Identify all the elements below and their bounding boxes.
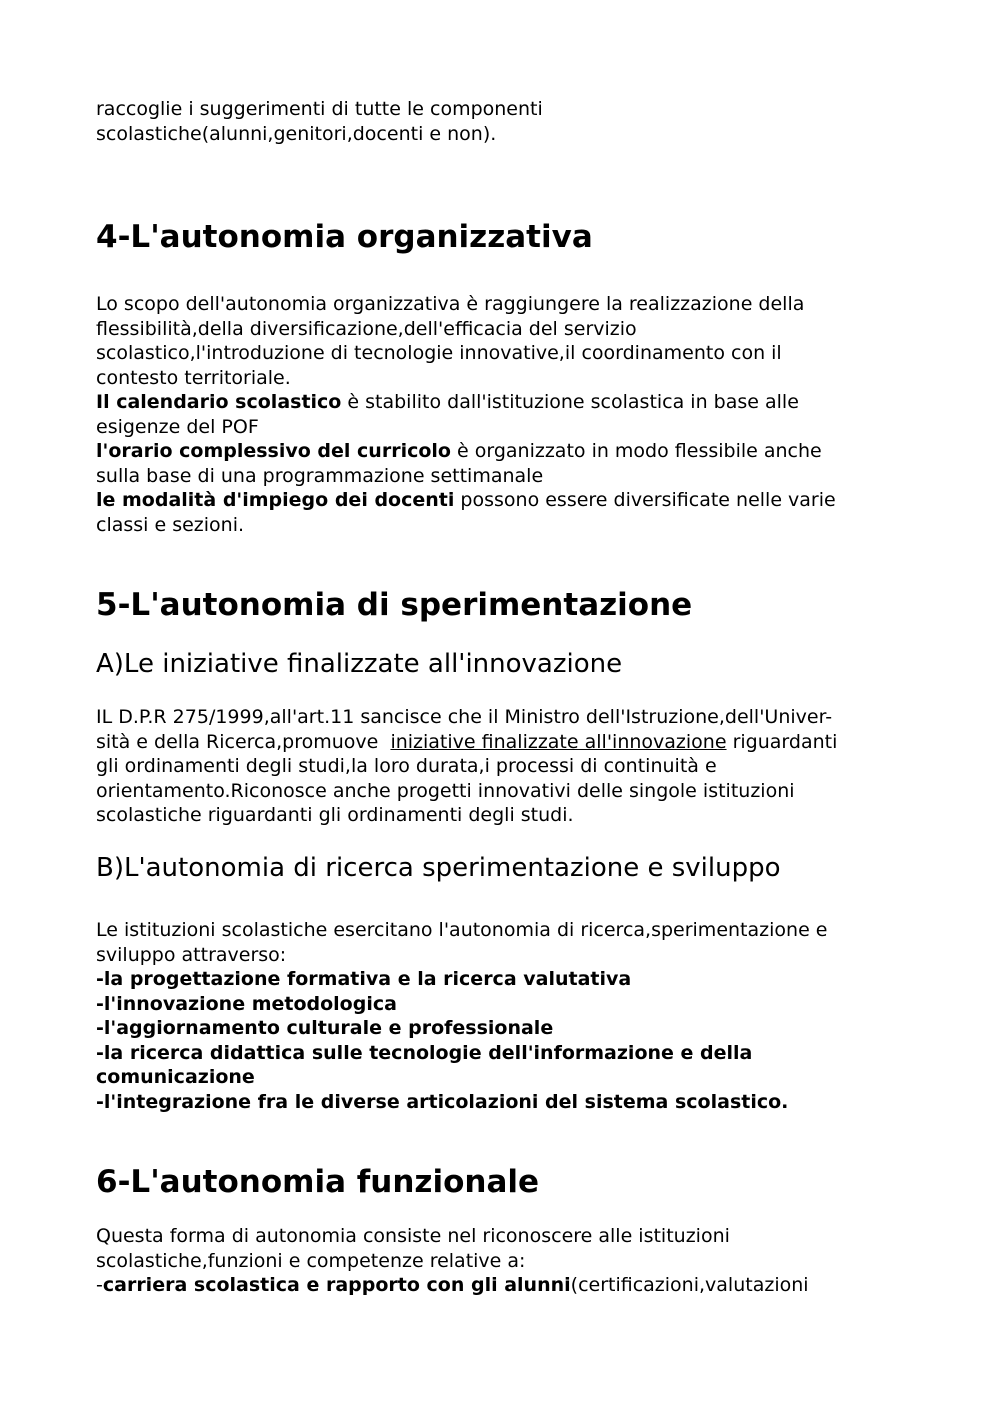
subsection-b-heading: B)L'autonomia di ricerca sperimentazione e sviluppo bbox=[96, 853, 781, 883]
section-4-body bbox=[96, 292, 906, 537]
body-text: sità e della Ricerca,promuove bbox=[96, 730, 391, 753]
body-line: IL D.P.R 275/1999,all'art.11 sancisce che il Ministro dell'Istruzione,dell'Univer- bbox=[96, 706, 833, 728]
innovation-initiatives-underlined: iniziative finalizzate all'innovazione bbox=[390, 730, 727, 753]
carriera-text: (certificazioni,valutazioni bbox=[570, 1274, 809, 1296]
carriera-term: carriera scolastica e rapporto con gli alunni bbox=[102, 1274, 571, 1296]
calendario-text: è stabilito dall'istituzione scolastica in base alle bbox=[341, 391, 799, 413]
body-line-with-link bbox=[96, 730, 906, 755]
section-6-heading-block bbox=[96, 1163, 906, 1201]
intro-line: scolastiche(alunni,genitori,docenti e non). bbox=[96, 122, 497, 145]
list-item: -l'innovazione metodologica bbox=[96, 992, 397, 1015]
dash: - bbox=[96, 1274, 103, 1296]
orario-line bbox=[96, 439, 906, 464]
list-item: -la ricerca didattica sulle tecnologie dell'informazione e della bbox=[96, 1041, 753, 1064]
body-line: scolastiche riguardanti gli ordinamenti degli studi. bbox=[96, 804, 574, 826]
list-item: comunicazione bbox=[96, 1066, 255, 1088]
list-item: -l'integrazione fra le diverse articolazioni del sistema scolastico. bbox=[96, 1090, 789, 1113]
intro-line: raccoglie i suggerimenti di tutte le componenti bbox=[96, 98, 543, 120]
orario-term: l'orario complessivo del curricolo bbox=[96, 440, 451, 462]
modalita-line bbox=[96, 488, 906, 513]
body-line: flessibilità,della diversificazione,dell'efficacia del servizio bbox=[96, 317, 637, 340]
body-line: Lo scopo dell'autonomia organizzativa è raggiungere la realizzazione della bbox=[96, 293, 805, 315]
section-4-heading: 4-L'autonomia organizzativa bbox=[96, 219, 593, 255]
body-line: gli ordinamenti degli studi,la loro durata,i processi di continuità e bbox=[96, 755, 717, 777]
body-line: contesto territoriale. bbox=[96, 366, 291, 389]
body-line: sviluppo attraverso: bbox=[96, 943, 287, 966]
subsection-b-heading-block bbox=[96, 852, 906, 884]
body-line: scolastiche,funzioni e competenze relative a: bbox=[96, 1249, 526, 1272]
body-text: riguardanti bbox=[726, 730, 838, 753]
carriera-line bbox=[96, 1273, 906, 1298]
section-5-heading-block bbox=[96, 586, 906, 624]
list-item: -l'aggiornamento culturale e professionale bbox=[96, 1017, 554, 1039]
body-line: sulla base di una programmazione settimanale bbox=[96, 464, 544, 487]
section-6-body bbox=[96, 1224, 906, 1298]
body-line: scolastico,l'introduzione di tecnologie innovative,il coordinamento con il bbox=[96, 342, 782, 364]
modalita-text: possono essere diversificate nelle varie bbox=[454, 489, 836, 511]
orario-text: è organizzato in modo flessibile anche bbox=[450, 440, 822, 462]
body-line: orientamento.Riconosce anche progetti innovativi delle singole istituzioni bbox=[96, 779, 795, 802]
body-line: classi e sezioni. bbox=[96, 513, 245, 536]
section-5-heading: 5-L'autonomia di sperimentazione bbox=[96, 587, 693, 623]
body-line: Questa forma di autonomia consiste nel riconoscere alle istituzioni bbox=[96, 1225, 730, 1247]
subsection-a-body bbox=[96, 705, 906, 828]
body-line: Le istituzioni scolastiche esercitano l'autonomia di ricerca,sperimentazione e bbox=[96, 919, 828, 941]
modalita-term: le modalità d'impiego dei docenti bbox=[96, 489, 455, 511]
calendario-term: Il calendario scolastico bbox=[96, 391, 342, 413]
calendario-line bbox=[96, 390, 906, 415]
list-item: -la progettazione formativa e la ricerca valutativa bbox=[96, 968, 632, 990]
intro-paragraph bbox=[96, 97, 906, 146]
subsection-a-heading-block bbox=[96, 648, 906, 680]
subsection-a-heading: A)Le iniziative finalizzate all'innovazione bbox=[96, 649, 623, 679]
section-6-heading: 6-L'autonomia funzionale bbox=[96, 1164, 540, 1200]
subsection-b-body bbox=[96, 918, 906, 1114]
body-line: esigenze del POF bbox=[96, 415, 259, 438]
section-4-heading-block bbox=[96, 218, 906, 256]
